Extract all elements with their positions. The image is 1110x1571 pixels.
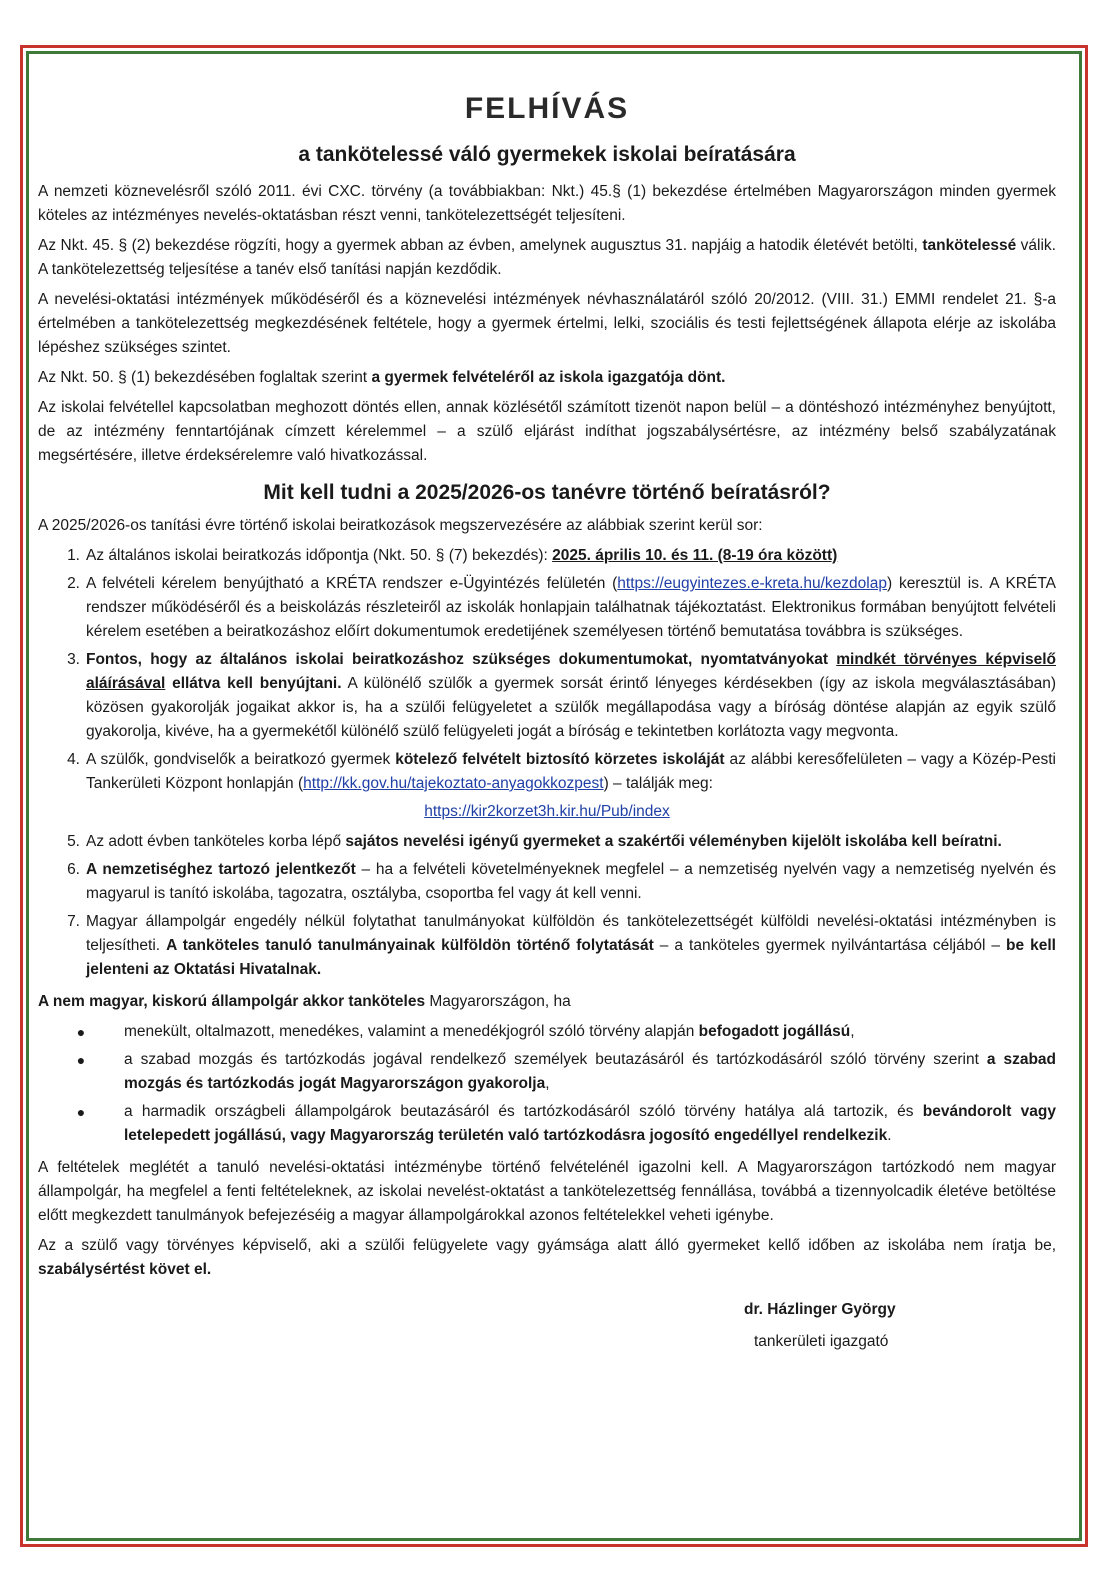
list-item-text bbox=[86, 830, 1056, 854]
item4-text-bold: kötelező felvételt biztosító körzetes iskoláját bbox=[395, 751, 725, 768]
item1-text-a: Az általános iskolai beiratkozás időpontja (Nkt. 50. § (7) bekezdés): bbox=[86, 547, 553, 564]
p2-text-bold: tankötelessé bbox=[922, 237, 1017, 254]
bullet-item-1 bbox=[38, 1020, 1056, 1044]
item3-text-c: A különélő szülők a gyermek sorsát érintő lényeges kérdésekben (így az iskola megválasztásában) közösen gyakorolják jogaikat akkor is, ha a szülői felügyeletet a szülők megállapodása vagy a bíróság döntése alapján az egyik szülő gyakorolja, kivéve, ha a gyermekétől különélő szülő felügyeleti jogát a bíróság e tekintetben korlátozta vagy megvonta. bbox=[86, 675, 1056, 740]
list-item-7 bbox=[38, 910, 1056, 982]
list-item-text bbox=[86, 572, 1056, 644]
p4-text-a: Az Nkt. 50. § (1) bekezdésében foglaltak szerint bbox=[38, 369, 372, 386]
list-number: 2. bbox=[67, 575, 80, 592]
paragraph-appeal: Az iskolai felvétellel kapcsolatban meghozott döntés ellen, annak közlésétől számított tizenöt napon belül – a döntéshozó intézményhez benyújtott, de az intézmény fenntartójának címzett kérelemmel – a szülő eljárást indíthat jogszabálysértésre, az intézmény belső szabályzatának megsértésére, illetve érdeksérelemre való hivatkozással. bbox=[38, 399, 1056, 464]
bullet-list bbox=[38, 1020, 1056, 1148]
item2-text-a: A felvételi kérelem benyújtható a KRÉTA rendszer e-Ügyintézés felületén ( bbox=[86, 575, 618, 592]
bullet1-text-c: , bbox=[850, 1023, 855, 1040]
bullet1-text-bold: befogadott jogállású bbox=[698, 1023, 851, 1040]
paragraph-intro: A nemzeti köznevelésről szóló 2011. évi CXC. törvény (a továbbiakban: Nkt.) 45.§ (1) bekezdése értelmében Magyarországon minden gyermek köteles az intézményes nevelés-oktatásban részt venni, tankötelezettségét teljesíteni. bbox=[38, 183, 1056, 224]
bullet3-text-bold: bevándorolt vagy letelepedett jogállású, vagy Magyarország területén való tartózkodásra jogosító engedéllyel rendelkezik bbox=[124, 1103, 1056, 1144]
section-intro: A 2025/2026-os tanítási évre történő iskolai beiratkozások megszervezésére az alábbiak szerint kerül sor: bbox=[38, 517, 763, 534]
list-item-6 bbox=[38, 858, 1056, 906]
bullet-icon: ● bbox=[76, 1052, 86, 1068]
item3-text-a: Fontos, hogy az általános iskolai beiratkozáshoz szükséges dokumentumokat, nyomtatványokat bbox=[86, 651, 837, 668]
paragraph-nkt-50-1 bbox=[38, 366, 1056, 390]
bullet2-text-a: a szabad mozgás és tartózkodás jogával rendelkező személyek beutazásáról és tartózkodásáról szóló törvény szerint bbox=[124, 1051, 987, 1068]
item6-text-b: – ha a felvételi követelményeknek megfelel – a nemzetiség nyelvén vagy a nemzetiség nyelvén és magyarul is tanító iskolába, tagozatra, osztályba, csoportba fel vagy át kell venni. bbox=[86, 861, 1056, 902]
list-item-text bbox=[86, 544, 1056, 568]
list-number: 3. bbox=[67, 651, 80, 668]
signature-name: dr. Házlinger György bbox=[744, 1301, 896, 1318]
document-body bbox=[38, 84, 1056, 1484]
bullet2-text-bold: a szabad mozgás és tartózkodás jogát Magyarországon gyakorolja bbox=[124, 1051, 1056, 1092]
paragraph-conditions: A feltételek meglétét a tanuló nevelési-oktatási intézménybe történő felvételénél igazolni kell. A Magyarországon tartózkodó nem magyar állampolgár, ha megfelel a fenti feltételeknek, az iskolai nevelést-oktatást a tankötelezettség fennállása, továbbá a tizennyolcadik életéve betöltése előtt megkezdett tanulmányok befejezéséig a magyar állampolgárokkal azonos feltételekkel veheti igénybe. bbox=[38, 1159, 1056, 1224]
page-title: FELHÍVÁS bbox=[464, 92, 630, 125]
list-number: 5. bbox=[67, 833, 80, 850]
list-item-text bbox=[86, 648, 1056, 744]
bullet-text bbox=[124, 1048, 1056, 1096]
item4-text-d: ) – találják meg: bbox=[603, 775, 713, 792]
kir-search-link[interactable]: https://kir2korzet3h.kir.hu/Pub/index bbox=[424, 803, 670, 820]
p2-text-c: válik. A tankötelezettség teljesítése a tanév első tanítási napján kezdődik. bbox=[38, 237, 1056, 278]
enrollment-date: 2025. április 10. és 11. (8-19 óra között) bbox=[552, 547, 838, 564]
offense-text-a: Az a szülő vagy törvényes képviselő, aki a szülői felügyelete vagy gyámsága alatt álló gyermeket kellő időben az iskolába nem íratja be, bbox=[38, 1237, 1056, 1254]
item5-text-bold: sajátos nevelési igényű gyermeket a szakértői véleményben kijelölt iskolába kell beíratni. bbox=[345, 833, 1002, 850]
item4-text-c: az alábbi keresőfelületen – vagy a Közép-Pesti Tankerületi Központ honlapján ( bbox=[86, 751, 1056, 792]
item7-text-a: Magyar állampolgár engedély nélkül folytathat tanulmányokat külföldön és tankötelezettségét külföldi nevelési-oktatási intézményben is teljesítheti. bbox=[86, 913, 1056, 954]
bullet-item-3 bbox=[38, 1100, 1056, 1148]
list-item-text bbox=[86, 858, 1056, 906]
item3-text-b: ellátva kell benyújtani. bbox=[165, 675, 342, 692]
offense-text-bold: szabálysértést követ el. bbox=[38, 1261, 212, 1278]
list-number: 4. bbox=[67, 751, 80, 768]
bullet-text bbox=[124, 1100, 1056, 1148]
bullet-item-2 bbox=[38, 1048, 1056, 1096]
bullet3-text-a: a harmadik országbeli állampolgárok beutazásáról és tartózkodásáról szóló törvény hatálya alá tartozik, és bbox=[124, 1103, 923, 1120]
item5-text-a: Az adott évben tanköteles korba lépő bbox=[86, 833, 346, 850]
tankerulet-link[interactable]: http://kk.gov.hu/tajekoztato-anyagokkozpest bbox=[303, 775, 604, 792]
item7-text-bold-2: be kell jelenteni az Oktatási Hivatalnak. bbox=[86, 937, 1056, 978]
list-item-5 bbox=[38, 830, 1056, 854]
item3-underline: mindkét törvényes képviselő aláírásával bbox=[86, 651, 1057, 692]
p4-text-bold: a gyermek felvételéről az iskola igazgatója dönt. bbox=[371, 369, 726, 386]
list-item-4 bbox=[38, 748, 1056, 796]
bullet2-text-c: , bbox=[545, 1075, 550, 1092]
paragraph-nkt-45-2 bbox=[38, 234, 1056, 282]
foreign-citizens-intro bbox=[38, 990, 1056, 1014]
list-item-3 bbox=[38, 648, 1056, 744]
item7-text-c: – a tanköteles gyermek nyilvántartása céljából – bbox=[653, 937, 1007, 954]
numbered-list bbox=[38, 544, 1056, 796]
bullet-text bbox=[124, 1020, 1056, 1044]
signature-role: tankerületi igazgató bbox=[754, 1333, 889, 1350]
list-item-2 bbox=[38, 572, 1056, 644]
bullet3-text-c: . bbox=[887, 1127, 892, 1144]
section-heading: Mit kell tudni a 2025/2026-os tanévre történő beíratásról? bbox=[263, 481, 831, 504]
list-number: 1. bbox=[67, 547, 80, 564]
foreign-intro-bold: A nem magyar, kiskorú állampolgár akkor tanköteles bbox=[38, 993, 426, 1010]
list-item-1 bbox=[38, 544, 1056, 568]
list-number: 6. bbox=[67, 861, 80, 878]
item2-text-b: ) keresztül is. A KRÉTA rendszer működéséről és a beiskolázás részleteiről az iskolák honlapjain találhatnak tájékoztatást. Elektronikus formában benyújtott felvételi kérelem esetében a beiratkozáshoz előírt dokumentumok eredetijének személyesen történő bemutatása továbbra is szükséges. bbox=[86, 575, 1056, 640]
list-item-text bbox=[86, 748, 1056, 796]
numbered-list-continued bbox=[38, 830, 1056, 982]
foreign-intro-text: Magyarországon, ha bbox=[425, 993, 571, 1010]
page-subtitle: a tankötelessé váló gyermekek iskolai beíratására bbox=[298, 143, 796, 166]
paragraph-offense bbox=[38, 1234, 1056, 1282]
list-item-text bbox=[86, 910, 1056, 982]
item7-text-bold: A tanköteles tanuló tanulmányainak külföldön történő folytatását bbox=[166, 937, 654, 954]
p2-text-a: Az Nkt. 45. § (2) bekezdése rögzíti, hogy a gyermek abban az évben, amelynek augusztus 31. napjáig a hatodik életévét betölti, bbox=[38, 237, 923, 254]
item6-text-bold: A nemzetiséghez tartozó jelentkezőt bbox=[86, 861, 356, 878]
bullet1-text-a: menekült, oltalmazott, menedékes, valamint a menedékjogról szóló törvény alapján bbox=[124, 1023, 699, 1040]
paragraph-emmi-rendelet: A nevelési-oktatási intézmények működéséről és a köznevelési intézmények névhasználatáról szóló 20/2012. (VIII. 31.) EMMI rendelet 21. §-a értelmében a tankötelezettség megkezdésének feltétele, hogy a gyermek értelmi, lelki, szociális és testi fejlettségének állapota elérje az iskolába lépéshez szükséges szintet. bbox=[38, 291, 1056, 356]
bullet-icon: ● bbox=[76, 1024, 86, 1040]
item4-text-a: A szülők, gondviselők a beiratkozó gyermek bbox=[86, 751, 396, 768]
list-number: 7. bbox=[67, 913, 80, 930]
bullet-icon: ● bbox=[76, 1104, 86, 1120]
kreta-link[interactable]: https://eugyintezes.e-kreta.hu/kezdolap bbox=[617, 575, 887, 592]
